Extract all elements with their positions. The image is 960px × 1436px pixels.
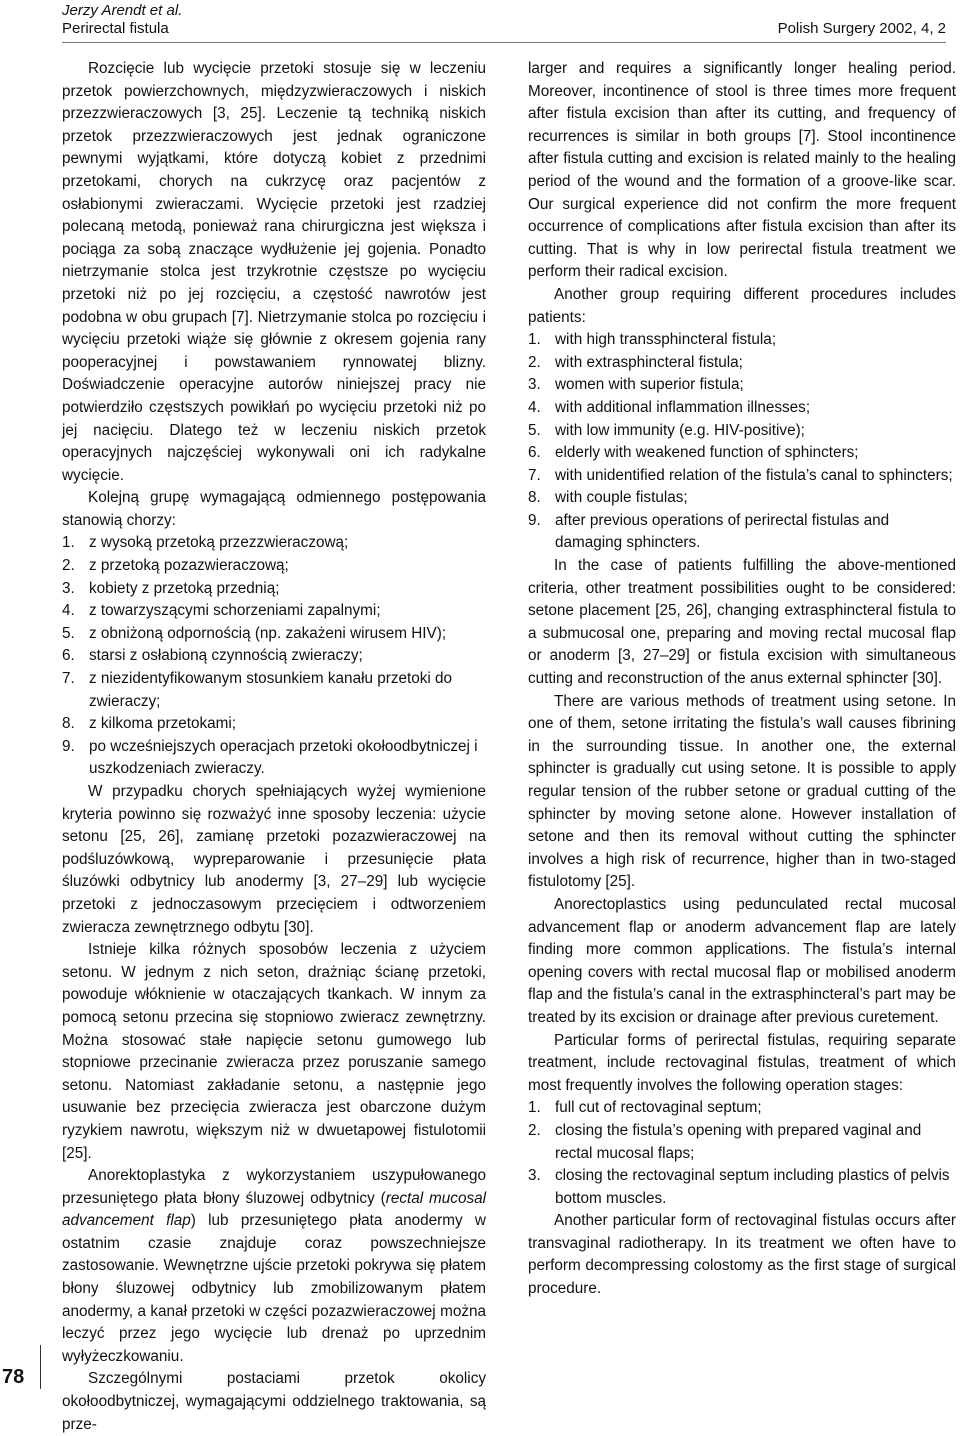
en-patient-group-list [528, 329, 956, 555]
list-item [528, 374, 956, 397]
header-divider [62, 42, 946, 43]
list-item-text: after previous operations of perirectal fistulas and damaging sphincters. [555, 511, 890, 552]
list-item-text: z obniżoną odpornością (np. zakażeni wirusem HIV); [89, 624, 447, 642]
list-item [528, 352, 956, 375]
list-item-number: 3. [62, 579, 75, 597]
list-item [62, 578, 486, 601]
pl-paragraph-5-b: ) lub przesuniętego płata anodermy w ostatnim czasie znajduje coraz powszechniejsze zastosowanie. Wewnętrzne ujście przetoki pokrywa się płatem błony śluzowej odbytnicy lub zmobilizowanym płatem anodermy, a kanał przetoki w części pozazwieraczowej można leczyć przez jego wycięcie lub drenaż po uprzednim wyłyżeczkowaniu. [62, 1212, 486, 1365]
list-item [528, 465, 956, 488]
list-item [62, 600, 486, 623]
pl-paragraph-2: Kolejną grupę wymagającą odmiennego postępowania stanowią chorzy: [62, 489, 486, 529]
en-paragraph-7: Another particular form of rectovaginal fistulas occurs after transvaginal radiotherapy. In its treatment we often have to perform decompressing colostomy as the first stage of surgical procedure. [528, 1212, 956, 1298]
list-item [528, 487, 956, 510]
en-paragraph-1: larger and requires a significantly longer healing period. Moreover, incontinence of stool is three times more frequent after fistula excision than after its cutting, and frequency of recurrences is similar in both groups [7]. Stool incontinence after fistula cutting and excision is related mainly to the healing period of the wound and the formation of a groove-like scar. Our surgical experience did not confirm the more frequent occurrence of complications after fistula excision than after its cutting. That is why in low perirectal fistula treatment we perform their radical excision. [528, 60, 956, 281]
list-item-number: 7. [62, 670, 75, 688]
list-item-number: 4. [528, 398, 541, 416]
list-item-text: with unidentified relation of the fistula’s canal to sphincters; [555, 466, 953, 484]
list-item-text: full cut of rectovaginal septum; [555, 1099, 762, 1117]
list-item [62, 713, 486, 736]
list-item [528, 329, 956, 352]
list-item-number: 6. [528, 444, 541, 462]
list-item-text: closing the fistula’s opening with prepared vaginal and rectal mucosal flaps; [555, 1121, 922, 1162]
list-item-text: women with superior fistula; [555, 376, 744, 394]
list-item-number: 5. [62, 624, 75, 642]
list-item-text: elderly with weakened function of sphincters; [555, 444, 859, 462]
list-item-number: 2. [62, 557, 75, 575]
pl-paragraph-3: W przypadku chorych spełniających wyżej wymienione kryteria powinno się rozważyć inne sposoby leczenia: użycie setonu [25, 26], zamianę przetoki pozazwieraczowej na podśluzówkową, wypreparowanie i przesunięcie płata śluzówki odbytnicy lub anodermy [3, 27–29] lub wycięcie przetoki z jednoczasowym przecięciem i odtworzeniem zwieracza zewnętrznego odbytu [30]. [62, 783, 486, 936]
pl-paragraph-5 [62, 1165, 486, 1368]
list-item [528, 510, 956, 555]
en-paragraph-3: In the case of patients fulfilling the above-mentioned criteria, other treatment possibilities ought to be considered: setone placement [25, 26], changing extrasphincteral fistula to a submucosal one, preparing and moving rectal mucosal flap or anoderm [3, 27–29] or fistula excision with simultaneous cutting and reconstruction of the anus external sphincter [30]. [528, 557, 956, 688]
list-item-text: z kilkoma przetokami; [89, 715, 237, 733]
english-column [528, 58, 956, 1301]
list-item-number: 6. [62, 647, 75, 665]
en-paragraph-4: There are various methods of treatment using setone. In one of them, setone irritating the fistula’s wall causes fibrining in the surrounding tissue. In another one, the external sphincter is gradually cut using setone. It is possible to apply regular tension of the rubber setone or gradual cutting of the sphincter by moving setone alone. However installation of setone and then its removal without cutting the sphincter involves a high risk of recurrence, higher than in two-staged fistulotomy [25]. [528, 692, 956, 891]
list-item [62, 668, 486, 713]
list-item [528, 420, 956, 443]
list-item [528, 1097, 956, 1120]
pl-paragraph-1: Rozcięcie lub wycięcie przetoki stosuje się w leczeniu przetok powierzchownych, międzyzwieraczowych i niskich przezzwieraczowych [3, 25]. Leczenie tą techniką niskich przetok przezzwieraczowych jest jednak ograniczone pewnymi wyjątkami, które dotyczą kobiet z przednimi przetokami, chorych na cukrzycę oraz pacjentów z osłabionymi zwieraczami. Wycięcie przetoki jest rzadziej polecaną metodą, ponieważ rana chirurgiczna jest większa i pociąga za sobą znaczące wydłużenie jej gojenia. Ponadto nietrzymanie stolca jest trzykrotnie częstsze po wycięciu przetoki niż po jej rozcięciu, a częstość nawrotów jest podobna w obu grupach [7]. Nietrzymanie stolca po rozcięciu i wycięciu przetoki wiąże się głównie z okresem gojenia rany pooperacyjnej i powstawaniem rynnowatej blizny. Doświadczenie operacyjne autorów niniejszej pracy nie potwierdziło częstszych powikłań po wycięciu przetoki niż po jej nacięciu. Dlatego też w leczeniu niskich przetok operacyjnych najczęściej wykonywali oni ich radykalne wycięcie. [62, 60, 486, 484]
pl-paragraph-6: Szczególnymi postaciami przetok okolicy okołoodbytniczej, wymagającymi oddzielnego traktowania, są prze- [62, 1370, 486, 1433]
pl-paragraph-4: Istnieje kilka różnych sposobów leczenia z użyciem setonu. W jednym z nich seton, drażniąc ścianę przetoki, powoduje włóknienie w otaczających tkankach. W innym za pomocą setonu przecina się stopniowo zwieracz zewnętrzny. Można stosować stałe napięcie setonu gumowego lub stopniowe przecinanie zwieracza przez poruszanie samego setonu. Natomiast zakładanie setonu, a następnie jego usuwanie bez przecięcia zwieracza jest obarczone dużym ryzykiem nawrotu, większym niż w dwuetapowej fistulotomii [25]. [62, 941, 486, 1162]
list-item-number: 5. [528, 421, 541, 439]
list-item-text: kobiety z przetoką przednią; [89, 579, 280, 597]
list-item [62, 555, 486, 578]
polish-column [62, 58, 486, 1436]
list-item-text: with high transsphincteral fistula; [555, 331, 777, 349]
list-item-number: 8. [62, 715, 75, 733]
list-item-number: 8. [528, 489, 541, 507]
list-item-number: 1. [62, 534, 75, 552]
list-item-text: starsi z osłabioną czynnością zwieraczy; [89, 647, 363, 665]
list-item-number: 2. [528, 353, 541, 371]
list-item-number: 9. [62, 737, 75, 755]
pl-paragraph-5-a: Anorektoplastyka z wykorzystaniem uszypułowanego przesuniętego płata błony śluzowej odbytnicy ( [62, 1167, 486, 1207]
list-item-number: 1. [528, 1099, 541, 1117]
header-authors: Jerzy Arendt et al. [62, 2, 183, 19]
list-item-text: closing the rectovaginal septum including plastics of pelvis bottom muscles. [555, 1167, 950, 1207]
list-item-number: 4. [62, 602, 75, 620]
list-item-text: z niezidentyfikowanym stosunkiem kanału przetoki do zwieraczy; [89, 670, 453, 710]
list-item-text: with low immunity (e.g. HIV-positive); [555, 421, 805, 439]
list-item [528, 1120, 956, 1165]
list-item-number: 9. [528, 511, 541, 529]
page-number-rule [40, 1345, 41, 1389]
list-item-number: 1. [528, 331, 541, 349]
en-paragraph-5: Anorectoplastics using pedunculated rectal mucosal advancement flap or anoderm advancement flap are lately finding more common applications. The fistula’s internal opening covers with rectal mucosal flap or mobilised anoderm flap and the fistula’s canal in the extrasphincteral’s part may be treated by its excision or drainage after previous curetement. [528, 895, 956, 1026]
header-journal: Polish Surgery 2002, 4, 2 [777, 20, 946, 37]
header-short-title: Perirectal fistula [62, 20, 169, 37]
list-item [62, 645, 486, 668]
list-item [62, 623, 486, 646]
list-item-number: 3. [528, 1167, 541, 1185]
list-item-text: z przetoką pozazwieraczową; [89, 557, 289, 575]
list-item [62, 736, 486, 781]
pl-patient-group-list [62, 532, 486, 781]
list-item-number: 7. [528, 466, 541, 484]
page-number: 78 [2, 1366, 25, 1388]
list-item [62, 532, 486, 555]
list-item-text: z wysoką przetoką przezzwieraczową; [89, 534, 349, 552]
list-item [528, 1165, 956, 1210]
running-header-left [62, 2, 182, 38]
list-item-text: z towarzyszącymi schorzeniami zapalnymi; [89, 602, 381, 620]
list-item-text: with additional inflammation illnesses; [555, 398, 811, 416]
list-item-text: with extrasphincteral fistula; [555, 353, 743, 371]
list-item [528, 442, 956, 465]
en-paragraph-2: Another group requiring different procedures includes patients: [528, 285, 956, 326]
list-item-number: 3. [528, 376, 541, 394]
pl-paragraph-5-term: rectal mucosal advancement flap [62, 1189, 487, 1230]
list-item-text: with couple fistulas; [555, 489, 688, 507]
list-item-number: 2. [528, 1121, 541, 1139]
list-item [528, 397, 956, 420]
list-item-text: po wcześniejszych operacjach przetoki okołoodbytniczej i uszkodzeniach zwieraczy. [89, 737, 478, 778]
en-paragraph-6: Particular forms of perirectal fistulas, requiring separate treatment, include rectovaginal fistulas, treatment of which most frequently involves the following operation stages: [528, 1031, 956, 1094]
en-operation-stages-list [528, 1097, 956, 1210]
